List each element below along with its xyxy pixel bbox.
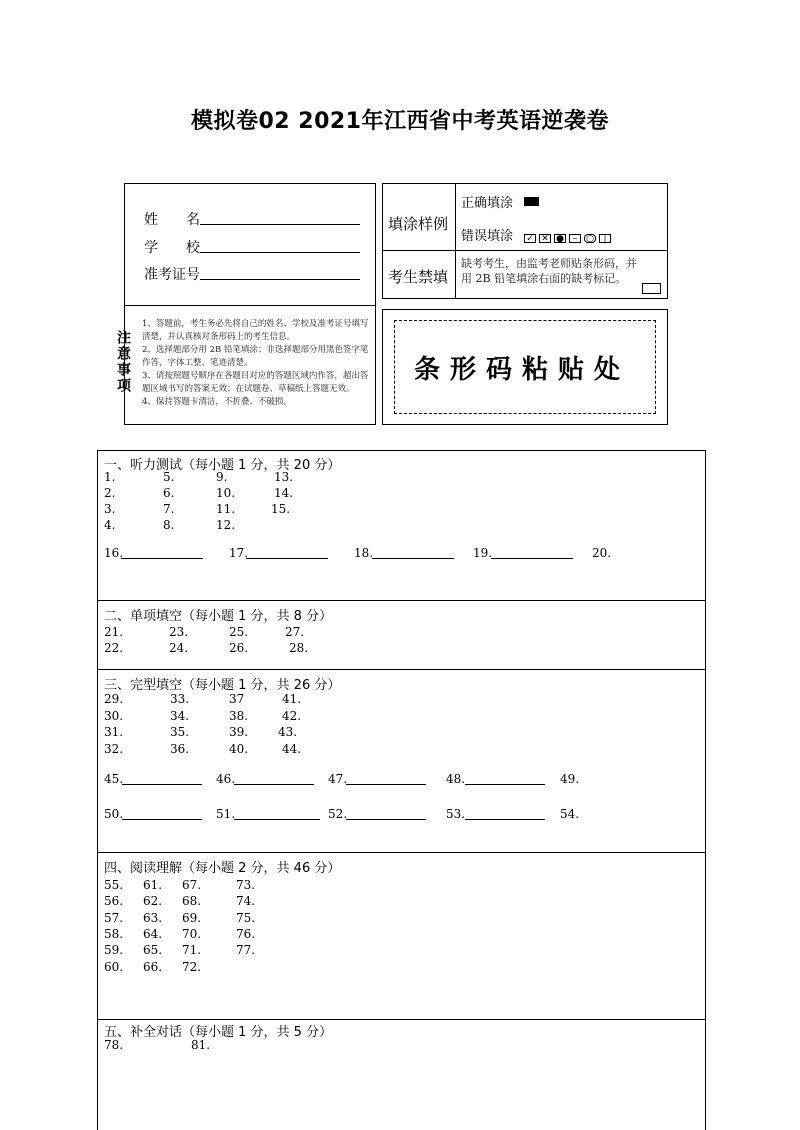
absent-text-line: 缺考考生，由监考老师贴条形码，并 <box>461 257 637 270</box>
q-num: 60. <box>104 960 124 974</box>
q-num: 73. <box>236 878 256 892</box>
q-num: 64. <box>143 927 163 941</box>
blank-num: 17. <box>229 546 249 560</box>
q-num: 34. <box>170 709 190 723</box>
q-num: 30. <box>104 709 124 723</box>
name-label: 姓 名 <box>144 212 200 228</box>
q-num: 22. <box>104 641 124 655</box>
q-num: 32. <box>104 742 124 756</box>
wrong-fill-marks <box>524 228 614 247</box>
q-num: 41. <box>282 692 302 706</box>
wrong-fill-label: 错误填涂 <box>461 229 514 244</box>
section-title: 二、单项填空（每小题 1 分，共 8 分） <box>104 609 333 624</box>
q-num: 12. <box>216 518 236 532</box>
blank-num: 51. <box>216 807 236 821</box>
fill-sample-divider-v <box>455 183 456 299</box>
answer-blank[interactable] <box>372 558 454 559</box>
fill-sample-divider-h <box>382 250 668 251</box>
q-num: 63. <box>143 911 163 925</box>
answer-blank[interactable] <box>346 819 426 820</box>
answer-blank[interactable] <box>121 558 203 559</box>
bar-mark-icon: | <box>599 234 611 243</box>
section-title: 一、听力测试（每小题 1 分，共 20 分） <box>104 458 341 473</box>
id-label: 准考证号 <box>144 267 200 283</box>
q-num: 33. <box>170 692 190 706</box>
q-num: 15. <box>271 502 291 516</box>
school-field[interactable] <box>200 252 360 253</box>
page-title: 模拟卷02 2021年江西省中考英语逆袭卷 <box>190 109 609 134</box>
section-divider <box>97 852 706 853</box>
q-num: 76. <box>236 927 256 941</box>
q-num: 75. <box>236 911 256 925</box>
q-num: 28. <box>289 641 309 655</box>
q-num: 38. <box>229 709 249 723</box>
blank-num: 54. <box>560 807 580 821</box>
q-num: 4. <box>104 518 116 532</box>
q-num: 6. <box>163 486 175 500</box>
q-num: 2. <box>104 486 116 500</box>
blank-num: 52. <box>328 807 348 821</box>
blank-num: 45. <box>104 772 124 786</box>
check-mark-icon: ✓ <box>524 234 536 243</box>
q-num: 70. <box>182 927 202 941</box>
q-num: 21. <box>104 625 124 639</box>
q-num: 7. <box>163 502 175 516</box>
q-num: 81. <box>191 1038 211 1052</box>
blank-num: 18. <box>354 546 374 560</box>
answer-blank[interactable] <box>246 558 328 559</box>
blank-num: 16. <box>104 546 124 560</box>
q-num: 10. <box>216 486 236 500</box>
q-num: 72. <box>182 960 202 974</box>
q-num: 71. <box>182 943 202 957</box>
q-num: 8. <box>163 518 175 532</box>
section-divider <box>97 669 706 670</box>
blank-num: 46. <box>216 772 236 786</box>
q-num: 1. <box>104 470 116 484</box>
q-num: 27. <box>285 625 305 639</box>
q-num: 57. <box>104 911 124 925</box>
section-title: 五、补全对话（每小题 1 分，共 5 分） <box>104 1025 333 1040</box>
q-num: 62. <box>143 894 163 908</box>
blank-num: 48. <box>446 772 466 786</box>
note-item: 2、选择题部分用 2B 铅笔填涂；非选择题部分用黑色签字笔作答，字体工整、笔迹清楚。 <box>142 345 369 368</box>
absent-mark-box[interactable] <box>642 283 661 294</box>
q-num: 24. <box>169 641 189 655</box>
q-num: 68. <box>182 894 202 908</box>
section-title: 三、完型填空（每小题 1 分，共 26 分） <box>104 678 341 693</box>
absent-text <box>461 256 667 286</box>
dash-mark-icon: – <box>569 234 581 243</box>
name-field[interactable] <box>200 224 360 225</box>
q-num: 29. <box>104 692 124 706</box>
q-num: 67. <box>182 878 202 892</box>
q-num: 13. <box>274 470 294 484</box>
section-title: 四、阅读理解（每小题 2 分，共 46 分） <box>104 861 341 876</box>
q-num: 78. <box>104 1038 124 1052</box>
blank-num: 50. <box>104 807 124 821</box>
q-num: 42. <box>282 709 302 723</box>
q-num: 77. <box>236 943 256 957</box>
notes-heading: 注意事项 <box>115 330 131 394</box>
absent-label: 考生禁填 <box>388 268 449 286</box>
absent-text-line: 用 2B 铅笔填涂右面的缺考标记。 <box>461 272 627 285</box>
q-num: 39. <box>229 725 249 739</box>
q-num: 55. <box>104 878 124 892</box>
id-field[interactable] <box>200 279 360 280</box>
q-num: 59. <box>104 943 124 957</box>
section-divider <box>97 600 706 601</box>
notes-list <box>142 318 372 409</box>
q-num: 11. <box>216 502 236 516</box>
blank-num: 19. <box>473 546 493 560</box>
q-num: 25. <box>229 625 249 639</box>
q-num: 66. <box>143 960 163 974</box>
q-num: 37 <box>229 692 245 706</box>
answer-blank[interactable] <box>122 819 202 820</box>
q-num: 43. <box>278 725 298 739</box>
q-num: 61. <box>143 878 163 892</box>
answer-blank[interactable] <box>234 819 320 820</box>
blank-num: 47. <box>328 772 348 786</box>
q-num: 5. <box>163 470 175 484</box>
correct-fill-mark <box>524 197 539 206</box>
note-item: 3、请按照题号顺序在各题目对应的答题区域内作答，超出答题区域书写的答案无效；在试题卷、草稿纸上答题无效。 <box>142 371 369 394</box>
correct-fill-label: 正确填涂 <box>461 196 514 211</box>
q-num: 23. <box>169 625 189 639</box>
q-num: 40. <box>229 742 249 756</box>
answer-blank[interactable] <box>234 784 314 785</box>
fill-sample-label: 填涂样例 <box>388 215 449 233</box>
answer-blank[interactable] <box>491 558 573 559</box>
q-num: 36. <box>170 742 190 756</box>
barcode-label: 条形码粘贴处 <box>414 355 631 385</box>
note-item: 1、答题前，考生务必先将自己的姓名、学校及准考证号填写清楚，并认真核对条形码上的考生信息。 <box>142 319 369 342</box>
blank-num: 49. <box>560 772 580 786</box>
q-num: 31. <box>104 725 124 739</box>
q-num: 56. <box>104 894 124 908</box>
q-num: 74. <box>236 894 256 908</box>
answer-blank[interactable] <box>122 784 202 785</box>
q-num: 14. <box>274 486 294 500</box>
q-num: 65. <box>143 943 163 957</box>
answer-blank[interactable] <box>465 819 545 820</box>
dot-mark-icon: ● <box>554 234 566 243</box>
blank-num: 20. <box>592 546 612 560</box>
q-num: 35. <box>170 725 190 739</box>
school-label: 学 校 <box>144 240 200 256</box>
q-num: 26. <box>229 641 249 655</box>
q-num: 69. <box>182 911 202 925</box>
blank-num: 53. <box>446 807 466 821</box>
oval-mark-icon: ○ <box>584 234 596 243</box>
cross-mark-icon: ✕ <box>539 234 551 243</box>
section-divider <box>97 1019 706 1020</box>
note-item: 4、保持答题卡清洁，不折叠、不破损。 <box>142 397 292 407</box>
answer-blank[interactable] <box>346 784 426 785</box>
answer-blank[interactable] <box>465 784 545 785</box>
q-num: 9. <box>216 470 228 484</box>
q-num: 3. <box>104 502 116 516</box>
q-num: 44. <box>282 742 302 756</box>
q-num: 58. <box>104 927 124 941</box>
